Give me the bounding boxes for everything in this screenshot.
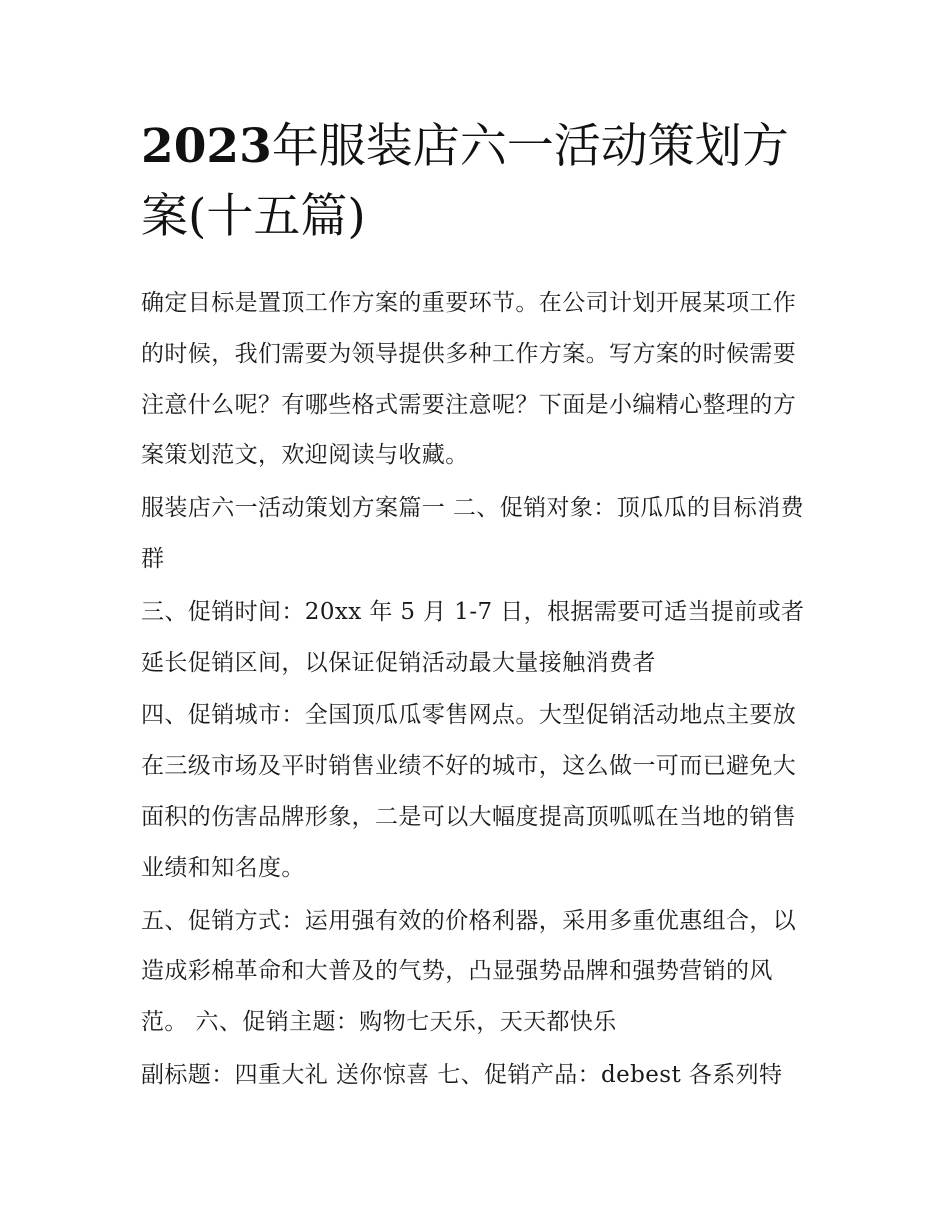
paragraph-promo-method: 五、促销方式：运用强有效的价格利器，采用多重优惠组合，以造成彩棉革命和大普及的气势，凸显强势品牌和强势营销的风范。 六、促销主题：购物七天乐，天天都快乐 [141,907,797,1036]
document-title [141,112,813,252]
paragraph-subtitle: 副标题：四重大礼 送你惊喜 七、促销产品：debest 各系列特 [141,1061,783,1088]
paragraph-promo-time: 三、促销时间：20xx 年 5 月 1-7 日，根据需要可适当提前或者延长促销区间，以保证促销活动最大量接触消费者 [141,598,805,676]
paragraph-promo-target: 服装店六一活动策划方案篇一 二、促销对象：顶瓜瓜的目标消费群 [141,495,804,572]
title-text: 年服装店六一活动策划方案(十五篇) [141,119,789,244]
paragraph-intro: 确定目标是置顶工作方案的重要环节。在公司计划开展某项工作的时候，我们需要为领导提供多种工作方案。写方案的时候需要注意什么呢？有哪些格式需要注意呢？下面是小编精心整理的方案策划范文，欢迎阅读与收藏。 [141,290,797,469]
paragraph-promo-city: 四、促销城市：全国顶瓜瓜零售网点。大型促销活动地点主要放在三级市场及平时销售业绩不好的城市，这么做一可而已避免大面积的伤害品牌形象，二是可以大幅度提高顶呱呱在当地的销售业绩和知名度。 [141,702,797,881]
title-year: 2023 [141,119,272,174]
document-body [141,112,813,1103]
